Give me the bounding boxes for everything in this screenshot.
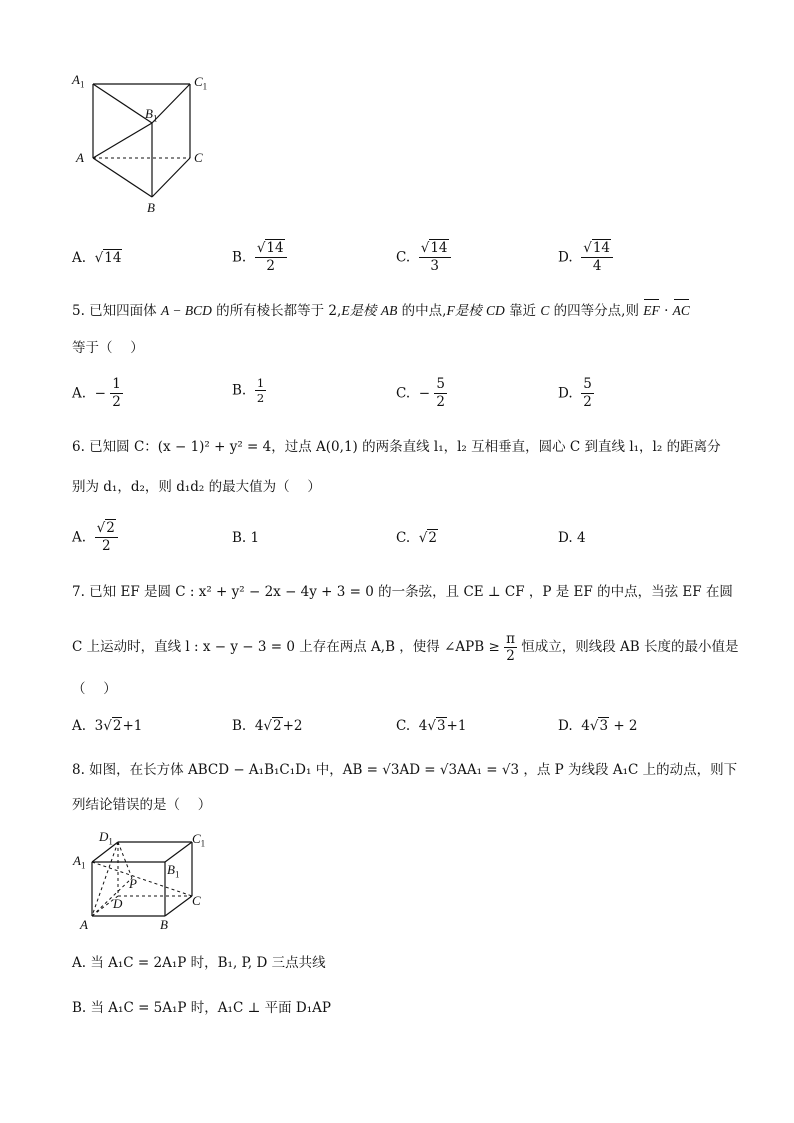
- label-B: B: [160, 917, 168, 932]
- q5-option-d[interactable]: D. $\frac{5}{2}$: [558, 376, 592, 410]
- q5-stem-line2: 等于（ ）: [72, 340, 144, 356]
- label-C1: $C_1$: [194, 74, 208, 92]
- q5-option-c[interactable]: C. − $\frac{5}{2}$: [396, 376, 445, 410]
- q8-option-b[interactable]: B. 当 A₁C = 5A₁P 时，A₁C ⊥ 平面 D₁AP: [72, 1000, 331, 1016]
- q5-option-a[interactable]: A. − $\frac{1}{2}$: [72, 376, 121, 410]
- q7-option-b[interactable]: B. 4√2+2: [232, 718, 303, 734]
- vector-AC: AC: [673, 301, 690, 321]
- q6-stem-line2: 别为 d₁，d₂，则 d₁d₂ 的最大值为（ ）: [72, 479, 321, 495]
- q5-stem-line1: 5. 已知四面体 A − BCD 的所有棱长都等于 2,E是棱 AB 的中点,F是棱 CD 靠近 C 的四等分点,则 EF · AC: [72, 303, 690, 319]
- q5-option-b[interactable]: B. $\frac{1}{2}$: [232, 376, 265, 405]
- q7-option-d[interactable]: D. 4√3 + 2: [558, 718, 638, 734]
- edge-C1-B1: [165, 842, 192, 862]
- label-D: D: [113, 896, 123, 911]
- q6-option-a[interactable]: A. $\frac{√2}{2}$: [72, 520, 118, 555]
- q7-option-a[interactable]: A. 3√2+1: [72, 718, 143, 734]
- q8-stem-line2: 列结论错误的是（ ）: [72, 797, 212, 813]
- label-B1: $B_1$: [145, 106, 158, 124]
- q6-option-c[interactable]: C. √2: [396, 530, 437, 546]
- label-A: A: [76, 150, 84, 165]
- vector-EF: EF: [643, 301, 660, 321]
- q8-option-a[interactable]: A. 当 A₁C = 2A₁P 时，B₁, P, D 三点共线: [72, 955, 326, 971]
- q4-option-c[interactable]: C. $\frac{√14}{3}$: [396, 240, 451, 275]
- label-B1: $B_1$: [167, 862, 180, 880]
- label-A: A: [80, 917, 88, 932]
- label-A1: $A_1$: [73, 853, 86, 871]
- q4-option-b[interactable]: B. $\frac{√14}{2}$: [232, 240, 287, 275]
- label-P: P: [129, 876, 137, 891]
- q6-stem-line1: 6. 已知圆 C：(x − 1)² + y² = 4，过点 A(0,1) 的两条直线 l₁，l₂ 互相垂直，圆心 C 到直线 l₁，l₂ 的距离分: [72, 439, 721, 455]
- label-C: C: [192, 893, 201, 908]
- label-D1: $D_1$: [99, 829, 113, 847]
- diag-A-P: [92, 878, 132, 916]
- q7-option-c[interactable]: C. 4√3+1: [396, 718, 467, 734]
- q8-stem-line1: 8. 如图，在长方体 ABCD − A₁B₁C₁D₁ 中，AB = √3AD = √3AA₁ = √3 ，点 P 为线段 A₁C 上的动点，则下: [72, 762, 738, 778]
- edge-B-C: [165, 896, 192, 916]
- label-C1: $C_1$: [192, 831, 206, 849]
- label-A1: $A_1$: [72, 72, 85, 90]
- q7-stem-line1: 7. 已知 EF 是圆 C : x² + y² − 2x − 4y + 3 = 0 的一条弦，且 CE ⊥ CF ，P 是 EF 的中点，当弦 EF 在圆: [72, 584, 733, 600]
- q6-option-b[interactable]: B. 1: [232, 530, 260, 546]
- diag-D1-P: [118, 842, 132, 878]
- label-C: C: [194, 150, 203, 165]
- q6-option-d[interactable]: D. 4: [558, 530, 586, 546]
- q4-option-d[interactable]: D. $\frac{√14}{4}$: [558, 240, 613, 275]
- label-B: B: [147, 200, 155, 215]
- q7-stem-line2: C 上运动时，直线 l : x − y − 3 = 0 上存在两点 A,B ，使得 ∠APB ≥ $\frac{\pi}{2}$ 恒成立，则线段 AB 长度的最小值是: [72, 631, 739, 664]
- q7-stem-line3: （ ）: [72, 681, 117, 697]
- q4-option-a[interactable]: A. √14: [72, 250, 122, 266]
